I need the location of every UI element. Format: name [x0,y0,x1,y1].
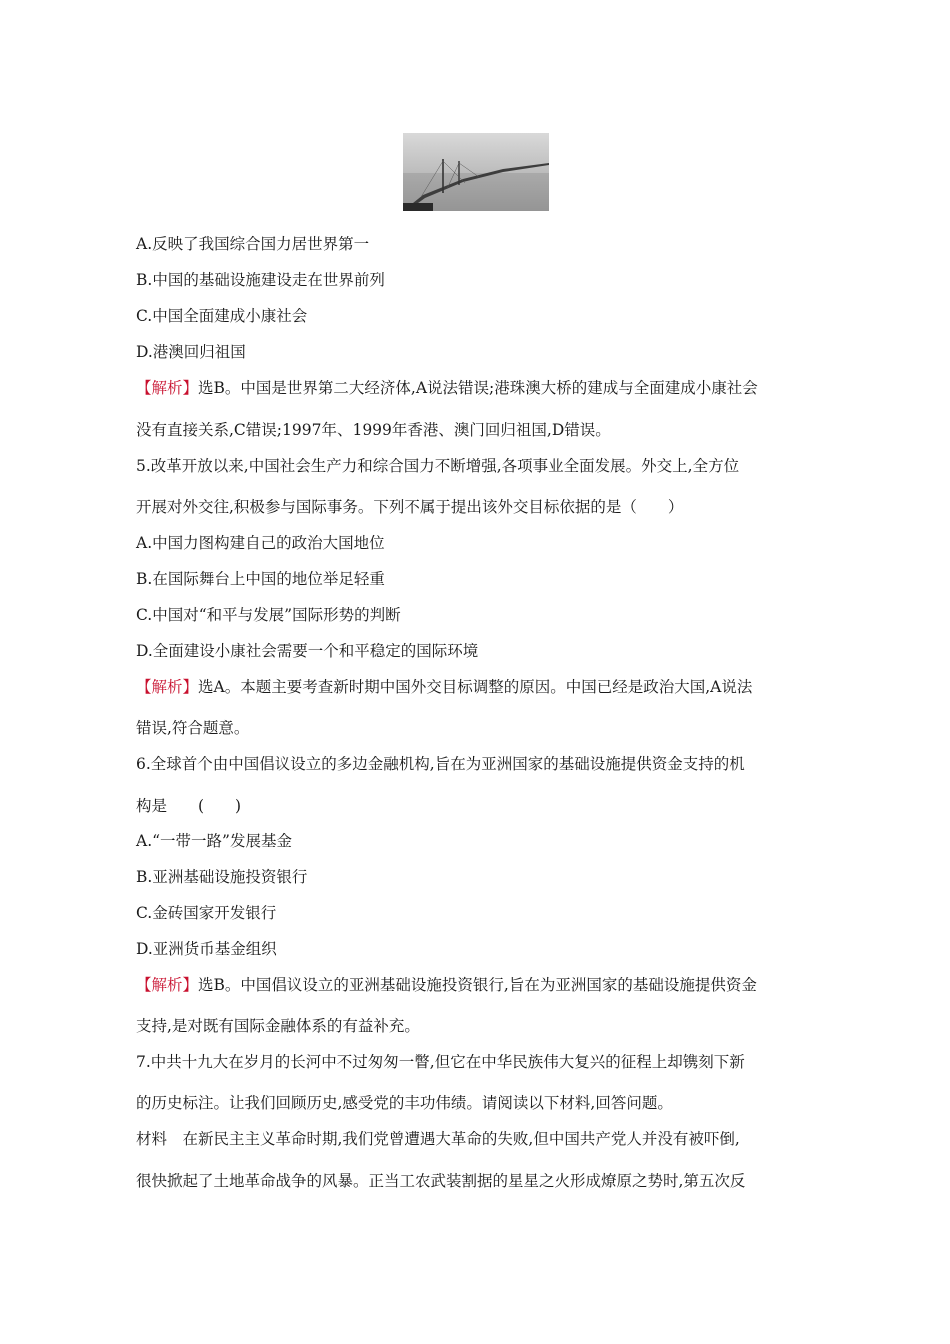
q6-option-d: D.亚洲货币基金组织 [136,940,277,958]
q7-stem: 7.中共十九大在岁月的长河中不过匆匆一瞥,但它在中华民族伟大复兴的征程上却镌刻下新 [136,1053,745,1071]
q4-analysis [136,378,758,398]
q7-material: 材料 在新民主主义革命时期,我们党曾遭遇大革命的失败,但中国共产党人并没有被吓倒, [136,1130,740,1148]
q5-stem-cont: 开展对外交往,积极参与国际事务。下列不属于提出该外交目标依据的是（ ） [136,498,684,516]
q4-analysis-text: 选B。中国是世界第二大经济体,A说法错误;港珠澳大桥的建成与全面建成小康社会 [198,379,758,397]
q5-option-b: B.在国际舞台上中国的地位举足轻重 [136,570,385,588]
q6-analysis [136,975,757,995]
q6-option-a: A.“一带一路”发展基金 [136,832,292,850]
q5-option-a: A.中国力图构建自己的政治大国地位 [136,534,385,552]
q6-analysis-cont: 支持,是对既有国际金融体系的有益补充。 [136,1017,420,1035]
q4-option-a: A.反映了我国综合国力居世界第一 [136,235,370,253]
q6-option-b: B.亚洲基础设施投资银行 [136,868,308,886]
q7-stem-cont: 的历史标注。让我们回顾历史,感受党的丰功伟绩。请阅读以下材料,回答问题。 [136,1094,673,1112]
q5-analysis-cont: 错误,符合题意。 [136,719,250,737]
q4-analysis-cont: 没有直接关系,C错误;1997年、1999年香港、澳门回归祖国,D错误。 [136,421,611,439]
bridge-photo [403,133,549,211]
analysis-tag: 【解析】 [136,379,199,397]
q5-stem: 5.改革开放以来,中国社会生产力和综合国力不断增强,各项事业全面发展。外交上,全方位 [136,457,740,475]
q5-option-d: D.全面建设小康社会需要一个和平稳定的国际环境 [136,642,479,660]
q5-analysis [136,677,752,697]
q6-option-c: C.金砖国家开发银行 [136,904,277,922]
q4-option-c: C.中国全面建成小康社会 [136,307,308,325]
q4-option-d: D.港澳回归祖国 [136,343,246,361]
analysis-tag: 【解析】 [136,678,199,696]
q6-analysis-text: 选B。中国倡议设立的亚洲基础设施投资银行,旨在为亚洲国家的基础设施提供资金 [198,976,757,994]
q7-material-cont: 很快掀起了土地革命战争的风暴。正当工农武装割据的星星之火形成燎原之势时,第五次反 [136,1172,746,1190]
q5-option-c: C.中国对“和平与发展”国际形势的判断 [136,606,401,624]
q5-analysis-text: 选A。本题主要考查新时期中国外交目标调整的原因。中国已经是政治大国,A说法 [198,678,753,696]
analysis-tag: 【解析】 [136,976,199,994]
q6-stem-cont: 构是 ( ) [136,797,242,815]
q4-option-b: B.中国的基础设施建设走在世界前列 [136,271,385,289]
q6-stem: 6.全球首个由中国倡议设立的多边金融机构,旨在为亚洲国家的基础设施提供资金支持的机 [136,755,745,773]
